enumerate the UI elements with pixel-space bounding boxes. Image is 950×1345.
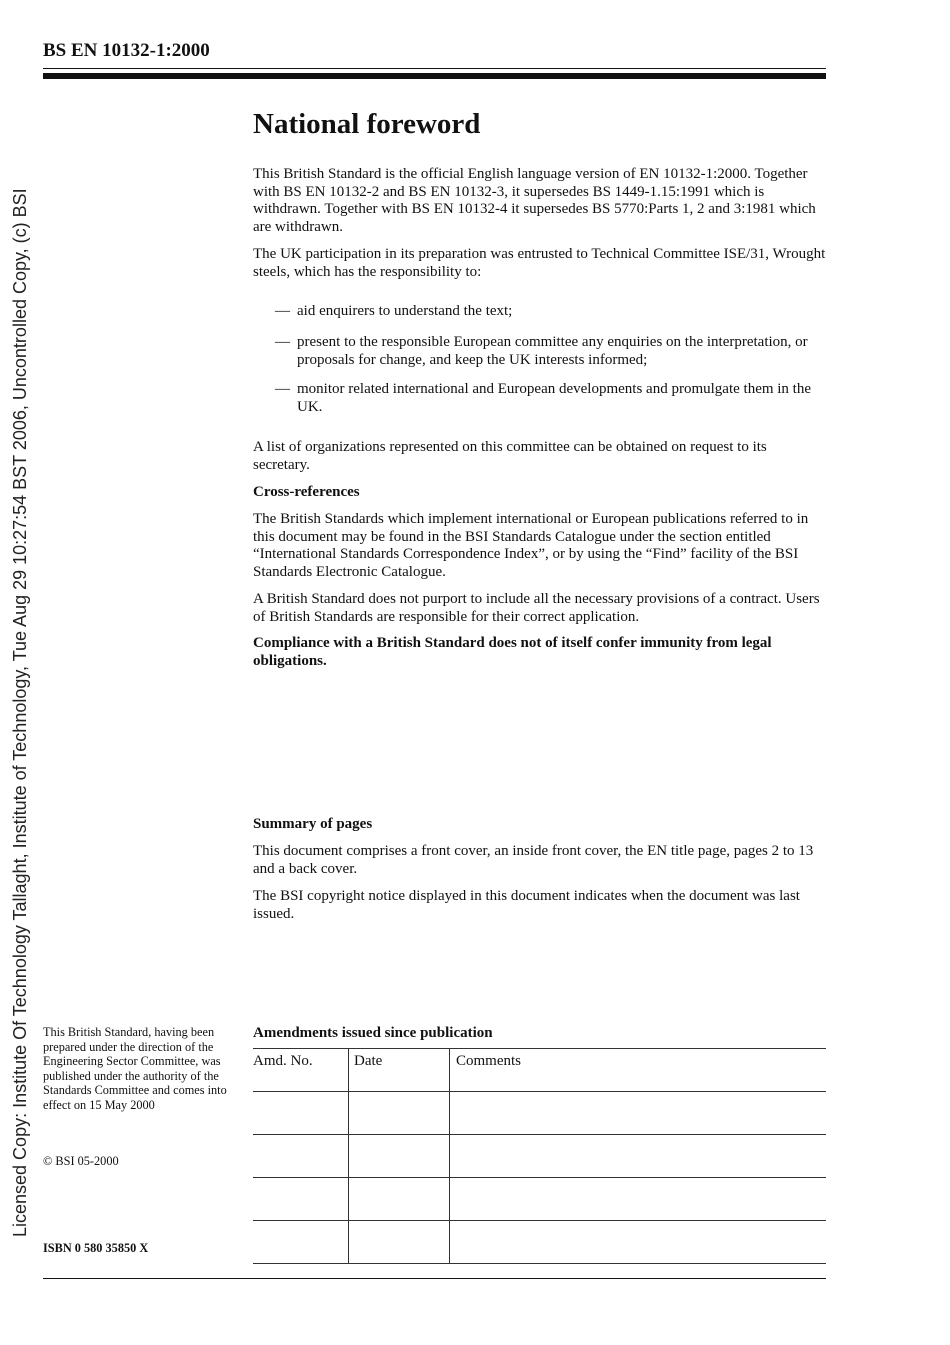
table-cell [450, 1178, 827, 1221]
header-rule-thin [43, 68, 826, 69]
dash-bullet: — [275, 381, 290, 397]
list-item [275, 381, 826, 416]
list-item-text: monitor related international and European developments and promulgate them in the UK. [297, 381, 812, 415]
table-cell [253, 1135, 349, 1178]
dash-bullet: — [275, 334, 290, 350]
table-cell [450, 1092, 827, 1135]
column-header-amd-no: Amd. No. [253, 1049, 349, 1092]
header-rule-thick [43, 73, 826, 79]
table-cell [349, 1221, 450, 1264]
summary-heading: Summary of pages [253, 816, 373, 832]
cross-references-paragraph: The British Standards which implement international or European publications referred to in this document may be found in the BSI Standards Catalogue under the section entitled “International Standards Correspondence Index”, or by using the “Find” facility of the BSI Standards Electronic Catalogue. [253, 511, 809, 580]
table-cell [349, 1135, 450, 1178]
dash-bullet: — [275, 303, 290, 319]
amendments-heading: Amendments issued since publication [253, 1025, 493, 1041]
foreword-paragraph-2: The UK participation in its preparation was entrusted to Technical Committee ISE/31, Wrought steels, which has the responsibility to: [253, 246, 826, 280]
list-item [275, 303, 826, 321]
cross-references-heading: Cross-references [253, 484, 360, 500]
compliance-statement: Compliance with a British Standard does not of itself confer immunity from legal obligations. [253, 635, 772, 669]
page-title: National foreword [253, 108, 481, 140]
table-row [253, 1221, 826, 1264]
table-cell [450, 1135, 827, 1178]
publication-note: This British Standard, having been prepared under the direction of the Engineering Sector Committee, was published under the authority of the Standards Committee and comes into effect on 15 May 2000 [43, 1025, 227, 1112]
provisions-paragraph: A British Standard does not purport to include all the necessary provisions of a contract. Users of British Standards are responsible for their correct application. [253, 591, 820, 625]
copyright-notice-paragraph: The BSI copyright notice displayed in this document indicates when the document was last issued. [253, 888, 800, 922]
column-header-date: Date [349, 1049, 450, 1092]
list-item [275, 334, 826, 369]
column-header-comments: Comments [450, 1049, 827, 1092]
table-cell [349, 1092, 450, 1135]
table-header-row [253, 1049, 826, 1092]
document-id: BS EN 10132-1:2000 [43, 40, 210, 61]
table-cell [253, 1178, 349, 1221]
table-cell [253, 1092, 349, 1135]
list-item-text: aid enquirers to understand the text; [297, 303, 513, 319]
license-stamp: Licensed Copy: Institute Of Technology Tallaght, Institute of Technology, Tue Aug 29 10:27:54 BST 2006, Uncontrolled Copy, (c) BSI [10, 188, 30, 1237]
table-cell [253, 1221, 349, 1264]
table-cell [450, 1221, 827, 1264]
isbn-line: ISBN 0 580 35850 X [43, 1241, 149, 1255]
footer-rule [43, 1278, 826, 1279]
summary-paragraph: This document comprises a front cover, an inside front cover, the EN title page, pages 2 to 13 and a back cover. [253, 843, 814, 877]
foreword-paragraph-1: This British Standard is the official English language version of EN 10132-1:2000. Together with BS EN 10132-2 and BS EN 10132-3, it supersedes BS 1449-1.15:1991 which is withdrawn. Together with BS EN 10132-4 it supersedes BS 5770:Parts 1, 2 and 3:1981 which are withdrawn. [253, 166, 816, 235]
table-row [253, 1092, 826, 1135]
copyright-line: © BSI 05-2000 [43, 1154, 119, 1168]
foreword-paragraph-3: A list of organizations represented on this committee can be obtained on request to its secretary. [253, 439, 767, 473]
amendments-table [253, 1048, 826, 1264]
table-row [253, 1178, 826, 1221]
table-cell [349, 1178, 450, 1221]
list-item-text: present to the responsible European committee any enquiries on the interpretation, or proposals for change, and keep the UK interests informed; [297, 334, 808, 368]
table-row [253, 1135, 826, 1178]
